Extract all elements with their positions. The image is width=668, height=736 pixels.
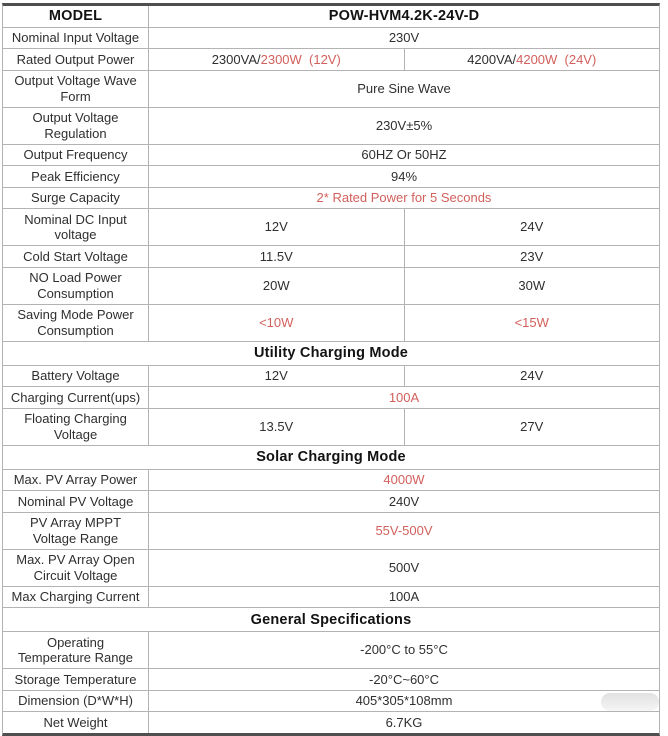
table-row	[3, 549, 659, 586]
table-row	[3, 208, 659, 245]
row-value	[149, 491, 659, 512]
row-values	[149, 305, 659, 341]
row-label: Net Weight	[3, 712, 149, 733]
spec-table	[2, 3, 660, 736]
section-title: Solar Charging Mode	[256, 449, 406, 465]
value-text: 27V	[520, 418, 544, 434]
value-text: 100A	[388, 389, 420, 405]
value-text: 2* Rated Power for 5 Seconds	[316, 190, 492, 205]
table-row	[3, 48, 659, 70]
row-values	[149, 246, 659, 267]
table-row	[3, 70, 659, 107]
value-text: Pure Sine Wave	[357, 80, 451, 96]
row-label: Output Voltage Regulation	[3, 108, 149, 144]
row-value	[404, 246, 660, 267]
row-values	[149, 513, 659, 549]
table-row	[3, 490, 659, 512]
table-row	[3, 711, 659, 733]
value-text: 30W	[518, 277, 546, 293]
row-label: NO Load Power Consumption	[3, 268, 149, 304]
table-row	[3, 631, 659, 668]
row-value	[149, 268, 404, 304]
row-value	[149, 632, 659, 668]
row-label: Nominal Input Voltage	[3, 28, 149, 49]
row-value	[149, 188, 659, 209]
value-text: 405*305*108mm	[355, 693, 453, 708]
row-value	[149, 550, 659, 586]
row-values	[149, 669, 659, 690]
row-value	[149, 305, 404, 341]
table-row	[3, 144, 659, 166]
row-label: Saving Mode Power Consumption	[3, 305, 149, 341]
table-row	[3, 512, 659, 549]
value-text: 4200VA/	[467, 51, 517, 67]
section-title: General Specifications	[250, 611, 412, 628]
row-label: Max. PV Array Open Circuit Voltage	[3, 550, 149, 586]
row-values	[149, 209, 659, 245]
table-row	[3, 586, 659, 608]
row-label: Storage Temperature	[3, 669, 149, 690]
value-text: 12V	[264, 219, 288, 235]
row-label: Nominal DC Input voltage	[3, 209, 149, 245]
row-values	[149, 28, 659, 49]
table-row	[3, 469, 659, 491]
table-row	[3, 27, 659, 49]
row-values	[149, 6, 659, 27]
value-text: 11.5V	[259, 248, 293, 264]
row-values	[149, 550, 659, 586]
row-value	[149, 166, 659, 187]
row-value	[149, 409, 404, 445]
value-text: 55V-500V	[375, 522, 433, 538]
row-value	[149, 108, 659, 144]
row-values	[149, 268, 659, 304]
value-text: 94%	[390, 168, 418, 184]
row-value	[149, 366, 404, 387]
row-value	[149, 387, 659, 408]
row-values	[149, 691, 659, 712]
value-text: 4200W (24V)	[516, 51, 597, 67]
row-values	[149, 470, 659, 491]
row-label: Surge Capacity	[3, 188, 149, 209]
row-values	[149, 108, 659, 144]
row-label: Floating Charging Voltage	[3, 409, 149, 445]
row-label: Battery Voltage	[3, 366, 149, 387]
row-values	[149, 188, 659, 209]
row-label: MODEL	[3, 6, 149, 27]
row-value	[149, 209, 404, 245]
value-text: 23V	[520, 248, 544, 264]
row-values	[149, 632, 659, 668]
row-values	[149, 366, 659, 387]
row-values	[149, 409, 659, 445]
value-text: 4000W	[383, 472, 425, 487]
table-row	[3, 165, 659, 187]
row-value	[404, 366, 660, 387]
value-text: 240V	[388, 493, 420, 509]
section-header-row	[3, 607, 659, 631]
value-text: 2300VA/	[211, 51, 261, 67]
table-row	[3, 690, 659, 712]
value-text: 12V	[264, 368, 288, 383]
row-value	[149, 712, 659, 733]
row-value	[404, 409, 660, 445]
value-text: 20W	[262, 277, 290, 293]
row-value	[149, 587, 659, 608]
row-values	[149, 387, 659, 408]
value-text: 100A	[388, 589, 420, 604]
table-row	[3, 245, 659, 267]
row-label: Peak Efficiency	[3, 166, 149, 187]
value-text: 2300W (12V)	[260, 51, 341, 67]
row-values	[149, 145, 659, 166]
row-label: Dimension (D*W*H)	[3, 691, 149, 712]
row-values	[149, 71, 659, 107]
row-value	[149, 691, 659, 712]
value-text: 24V	[520, 368, 544, 383]
table-row	[3, 6, 659, 27]
value-text: <15W	[514, 314, 549, 330]
row-value	[149, 6, 659, 27]
row-value	[149, 71, 659, 107]
row-label: Operating Temperature Range	[3, 632, 149, 668]
row-value	[149, 49, 404, 70]
value-text: 230V±5%	[375, 117, 433, 133]
row-label: Output Frequency	[3, 145, 149, 166]
row-label: Max Charging Current	[3, 587, 149, 608]
value-text: 24V	[520, 219, 544, 235]
table-row	[3, 408, 659, 445]
row-label: Nominal PV Voltage	[3, 491, 149, 512]
table-row	[3, 304, 659, 341]
value-text: 230V	[388, 30, 420, 45]
row-values	[149, 491, 659, 512]
table-row	[3, 365, 659, 387]
row-label: Max. PV Array Power	[3, 470, 149, 491]
row-label: PV Array MPPT Voltage Range	[3, 513, 149, 549]
row-value	[149, 513, 659, 549]
value-text: -20°C~60°C	[368, 671, 439, 687]
watermark-pill-shape	[601, 693, 659, 711]
row-value	[149, 145, 659, 166]
row-value	[404, 49, 660, 70]
row-values	[149, 712, 659, 733]
row-values	[149, 587, 659, 608]
section-header-row	[3, 341, 659, 365]
section-header-row	[3, 445, 659, 469]
value-text: 500V	[388, 559, 420, 575]
row-value	[404, 305, 660, 341]
row-value	[404, 209, 660, 245]
table-row	[3, 187, 659, 209]
row-label: Cold Start Voltage	[3, 246, 149, 267]
row-label: Rated Output Power	[3, 49, 149, 70]
table-row	[3, 668, 659, 690]
row-value	[404, 268, 660, 304]
row-value	[149, 246, 404, 267]
row-value	[149, 470, 659, 491]
value-text: 60HZ Or 50HZ	[361, 147, 447, 162]
row-label: Charging Current(ups)	[3, 387, 149, 408]
section-title: Utility Charging Mode	[253, 345, 409, 361]
value-text: <10W	[259, 314, 294, 330]
value-text: -200°C to 55°C	[360, 642, 448, 658]
row-value	[149, 669, 659, 690]
row-label: Output Voltage Wave Form	[3, 71, 149, 107]
value-text: POW-HVM4.2K-24V-D	[328, 7, 480, 24]
row-value	[149, 28, 659, 49]
value-text: 13.5V	[259, 418, 294, 434]
table-row	[3, 107, 659, 144]
row-values	[149, 49, 659, 70]
value-text: 6.7KG	[385, 714, 423, 730]
row-values	[149, 166, 659, 187]
table-row	[3, 386, 659, 408]
table-row	[3, 267, 659, 304]
